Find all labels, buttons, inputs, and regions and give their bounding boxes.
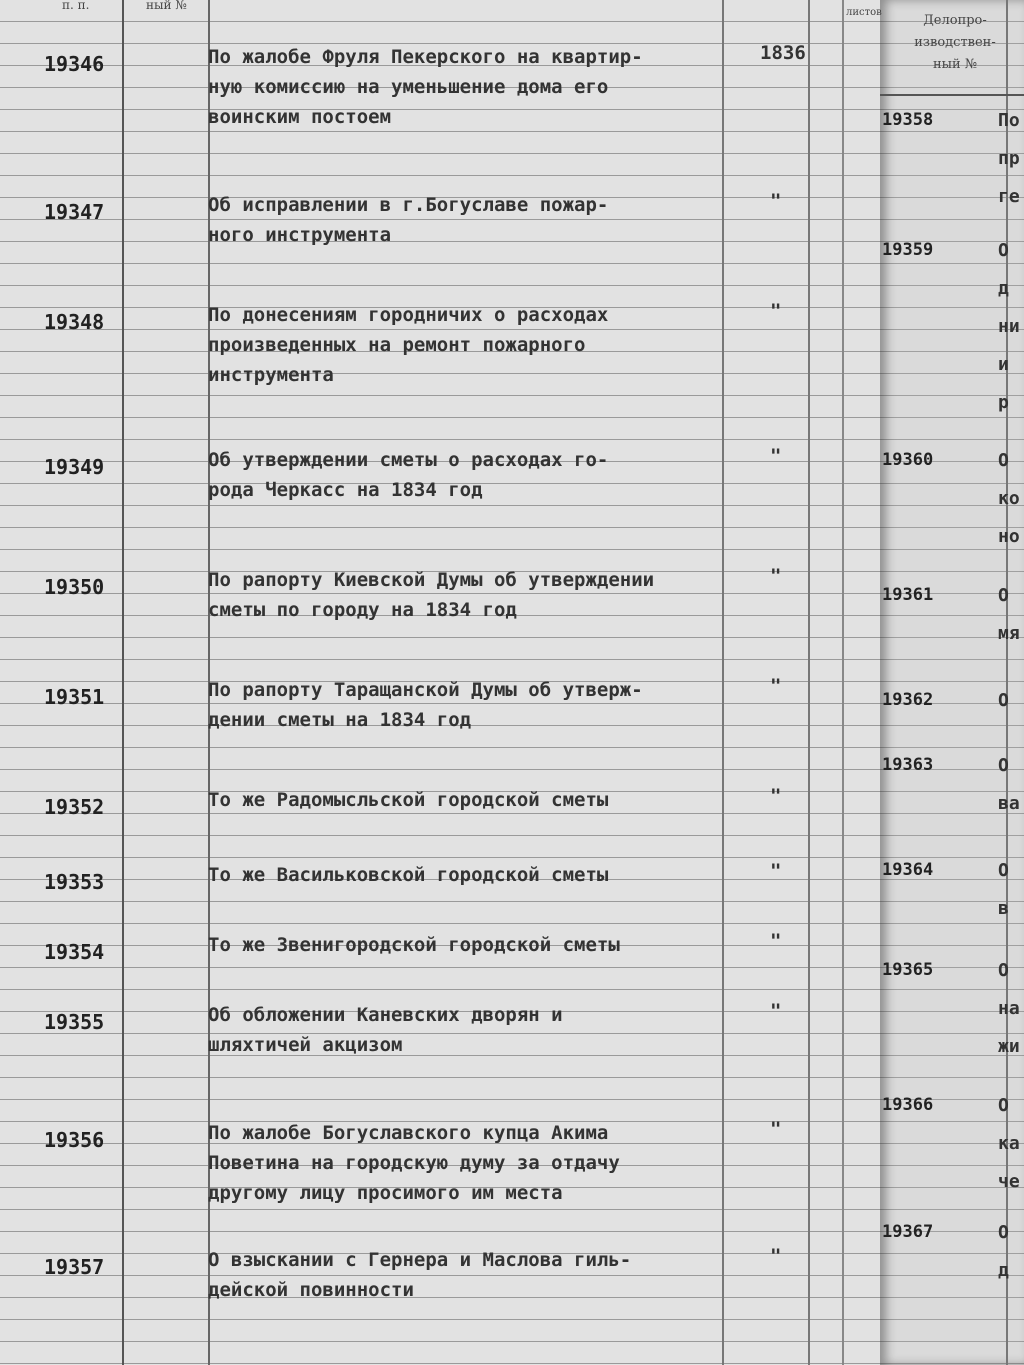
right-entry-description: О в <box>998 860 1009 919</box>
entry-year: " <box>770 860 782 882</box>
entry-year: 1836 <box>760 42 806 64</box>
entry-description: По рапорту Таращанской Думы об утверж- дении сметы на 1834 год <box>208 679 643 731</box>
entry-year: " <box>770 675 782 697</box>
right-entry-description: О д ни и р <box>998 240 1020 413</box>
right-entry-description: О ва <box>998 755 1020 814</box>
entry-description: О взыскании с Гернера и Маслова гиль- дейской повинности <box>208 1249 632 1301</box>
entry-number: 19352 <box>44 795 105 819</box>
entry-description: То же Радомысльской городской сметы <box>208 789 609 811</box>
entry-description: Об утверждении сметы о расходах го- рода Черкасс на 1834 год <box>208 449 609 501</box>
right-entry-number: 19363 <box>882 755 934 775</box>
right-entry-description: О <box>998 690 1009 711</box>
right-entry-description: О на жи <box>998 960 1020 1057</box>
header-rule <box>880 94 1024 96</box>
entry-number: 19357 <box>44 1255 105 1279</box>
entry-number: 19349 <box>44 455 105 479</box>
entry-description: То же Васильковской городской сметы <box>208 864 609 886</box>
right-entry-number: 19362 <box>882 690 934 710</box>
right-entry-number: 19358 <box>882 110 934 130</box>
right-entry-number: 19364 <box>882 860 934 880</box>
right-entry-description: О мя <box>998 585 1020 644</box>
right-entry-description: О д <box>998 1222 1009 1281</box>
entry-number: 19353 <box>44 870 105 894</box>
header-col-file: ный № <box>146 0 187 12</box>
entry-year: " <box>770 445 782 467</box>
entry-year: " <box>770 300 782 322</box>
entry-description: По рапорту Киевской Думы об утверждении сметы по городу на 1834 год <box>208 569 655 621</box>
entry-year: " <box>770 930 782 952</box>
entry-year: " <box>770 190 782 212</box>
right-entry-description: О ко но <box>998 450 1020 547</box>
entry-number: 19356 <box>44 1128 105 1152</box>
entry-number: 19351 <box>44 685 105 709</box>
entry-number: 19346 <box>44 52 105 76</box>
right-entry-number: 19359 <box>882 240 934 260</box>
entry-description: Об обложении Каневских дворян и шляхтичей акцизом <box>208 1004 563 1056</box>
right-entry-number: 19360 <box>882 450 934 470</box>
entry-number: 19350 <box>44 575 105 599</box>
right-entry-number: 19367 <box>882 1222 934 1242</box>
right-entry-number: 19365 <box>882 960 934 980</box>
header-col-number: п. п. <box>62 0 90 12</box>
entry-year: " <box>770 565 782 587</box>
entry-description: Об исправлении в г.Богуславе пожар- ного инструмента <box>208 194 609 246</box>
header-col-sheets: листов <box>846 7 882 18</box>
entry-number: 19355 <box>44 1010 105 1034</box>
entry-description: То же Звенигородской городской сметы <box>208 934 620 956</box>
entry-description: По жалобе Фруля Пекерского на квартир- ную комиссию на уменьшение дома его воинским постоем <box>208 46 643 128</box>
column-rule <box>842 0 844 1365</box>
entry-number: 19354 <box>44 940 105 964</box>
entry-number: 19347 <box>44 200 105 224</box>
entry-year: " <box>770 1118 782 1140</box>
column-rule <box>808 0 810 1365</box>
entry-number: 19348 <box>44 310 105 334</box>
right-header-title: Делопро- изводствен- ный № <box>914 13 996 72</box>
right-entry-description: О ка че <box>998 1095 1020 1192</box>
entry-year: " <box>770 785 782 807</box>
entry-year: " <box>770 1000 782 1022</box>
entry-description: По донесениям городничих о расходах произведенных на ремонт пожарного инструмента <box>208 304 609 386</box>
entry-description: По жалобе Богуславского купца Акима Поветина на городскую думу за отдачу другому лицу просимого им места <box>208 1122 620 1204</box>
right-entry-description: По пр ге <box>998 110 1020 207</box>
right-entry-number: 19361 <box>882 585 934 605</box>
right-entry-number: 19366 <box>882 1095 934 1115</box>
entry-year: " <box>770 1245 782 1267</box>
column-rule <box>122 0 124 1365</box>
